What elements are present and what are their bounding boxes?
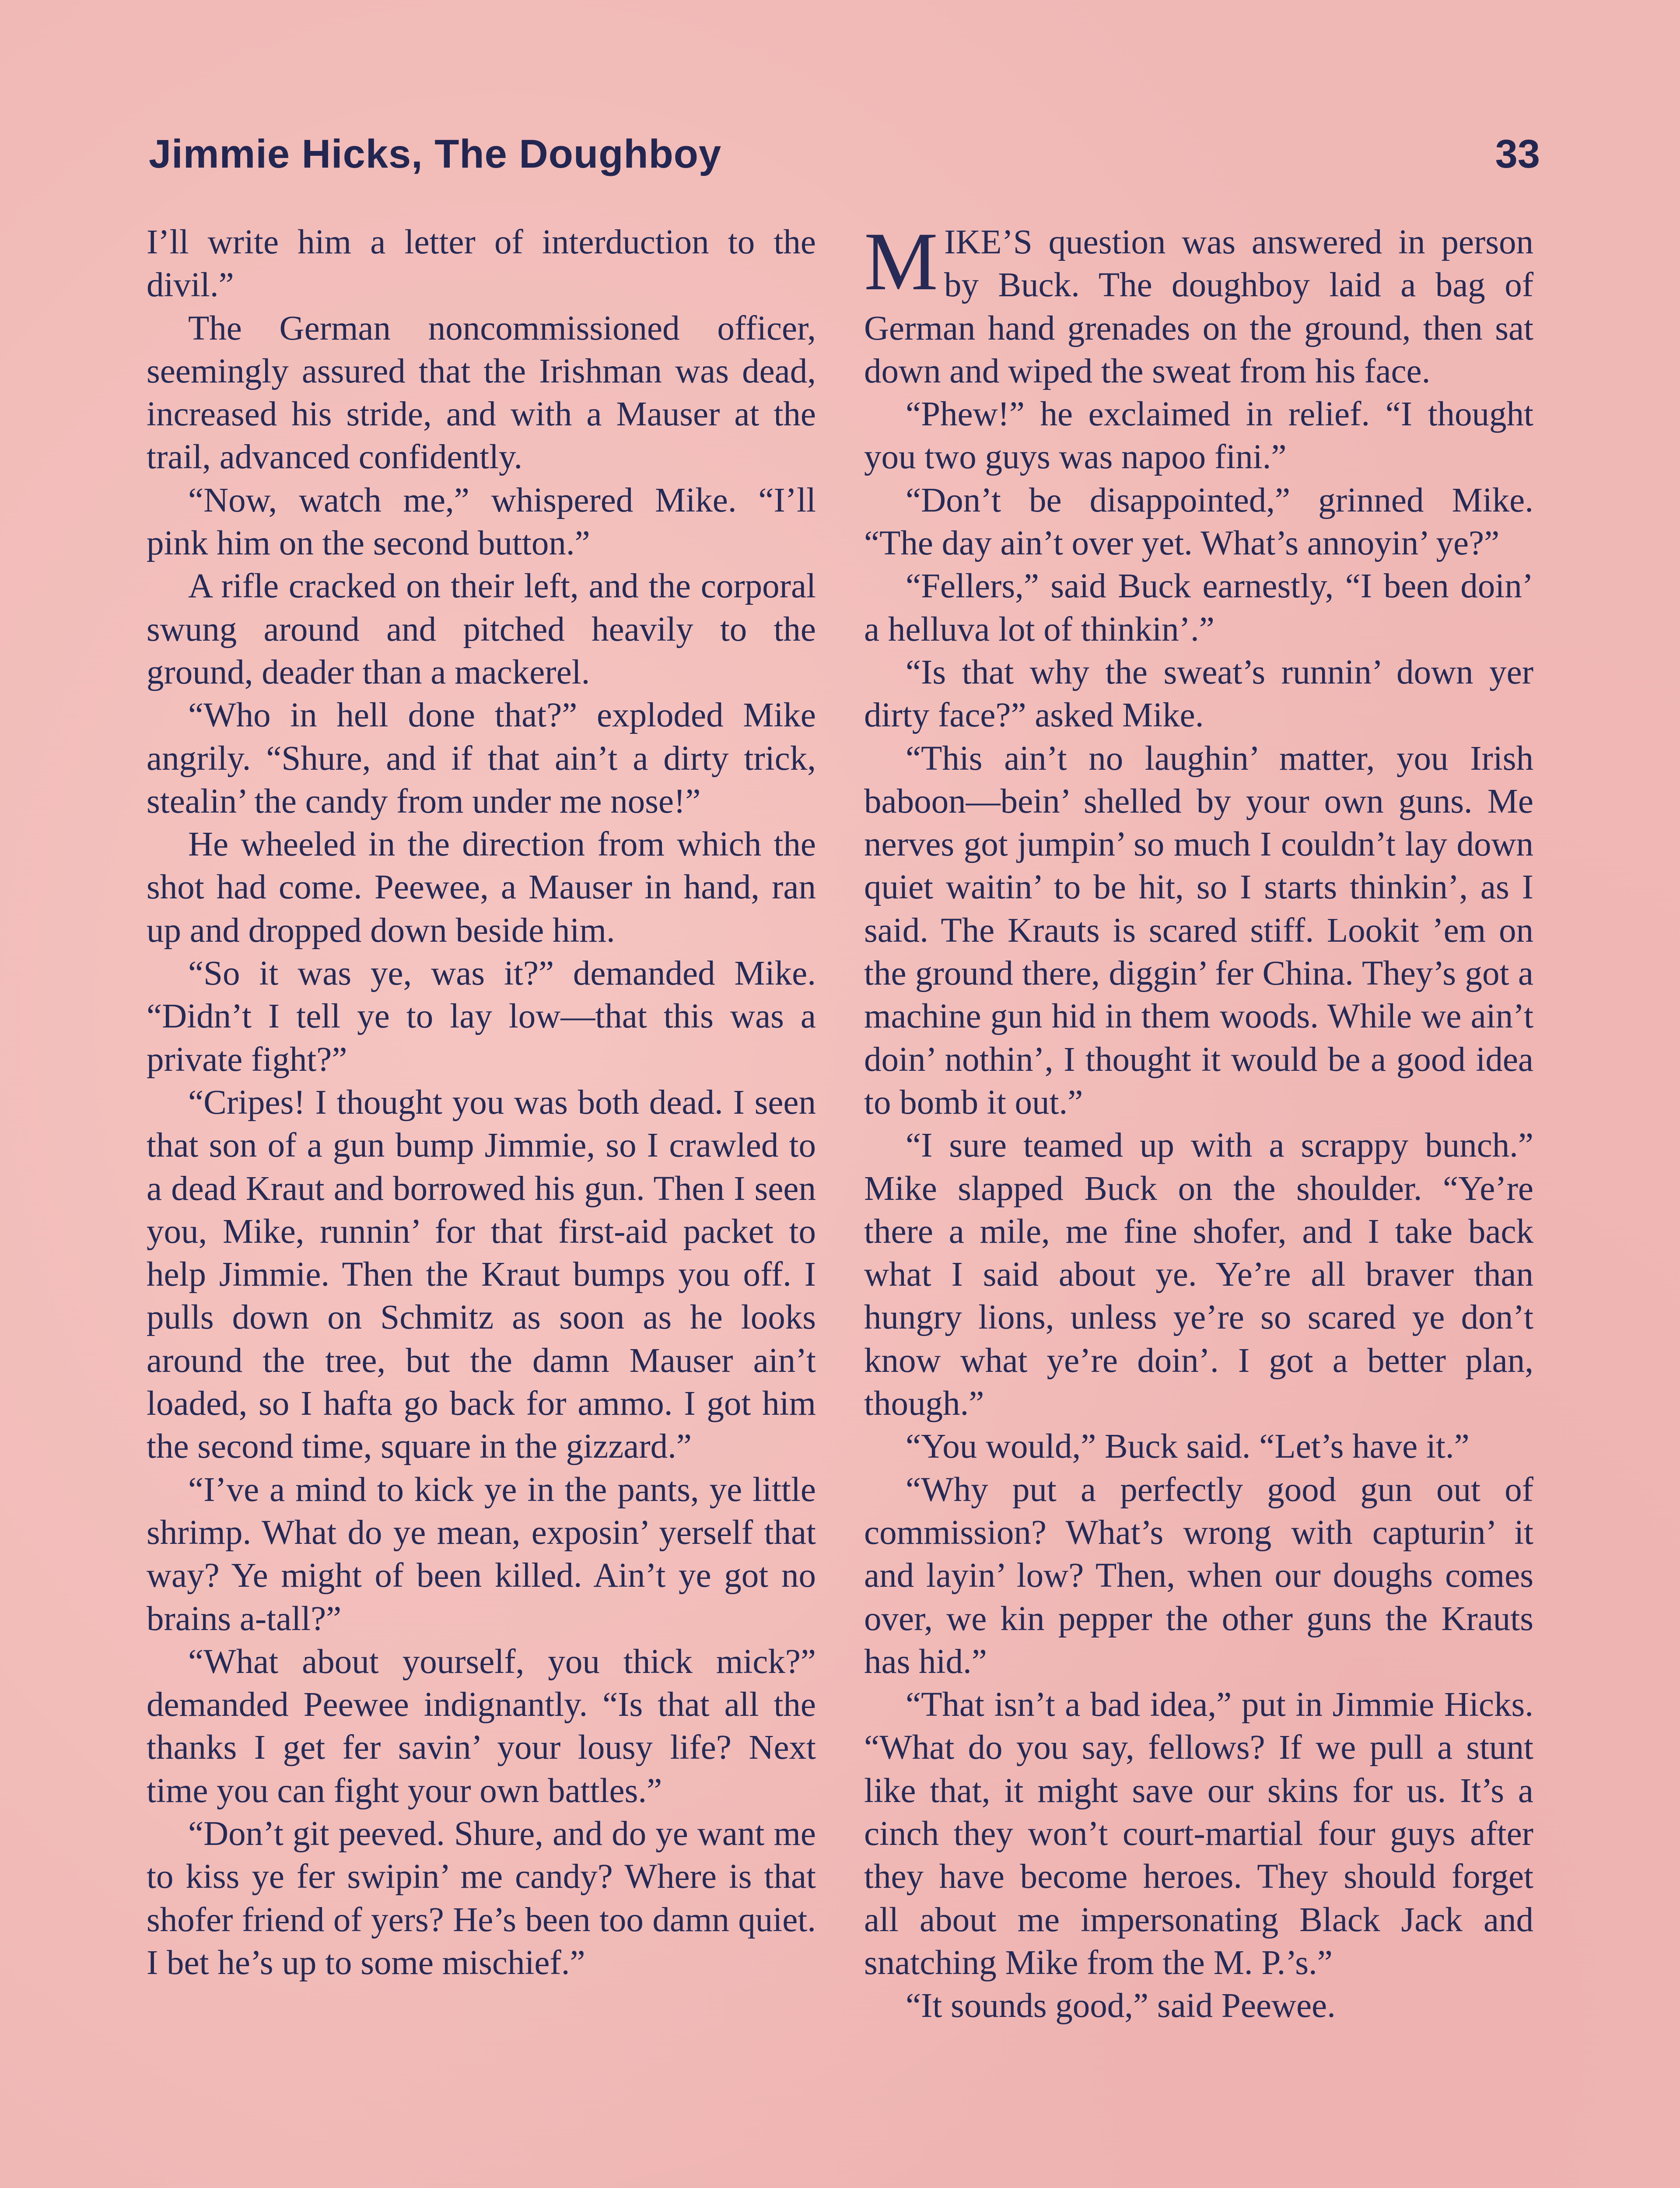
paragraph: A rifle cracked on their left, and the corporal swung around and pitched heavily to the ground, deader than a mackerel. [147, 567, 816, 691]
paragraph: “Who in hell done that?” exploded Mike angrily. “Shure, and if that ain’t a dirty trick, stealin’ the candy from under me nose!” [147, 696, 816, 820]
opening-paragraph-text: IKE’S question was answered in person by Buck. The doughboy laid a bag of German hand grenades on the ground, then sat down and wiped the sweat from his face. [864, 223, 1533, 390]
paragraph: “I’ve a mind to kick ye in the pants, ye little shrimp. What do ye mean, exposin’ yerself that way? Ye might of been killed. Ain’t ye got no brains a-tall?” [147, 1470, 816, 1638]
paragraph: The German noncommissioned officer, seemingly assured that the Irishman was dead, increased his stride, and with a Mauser at the trail, advanced confidently. [147, 309, 816, 477]
paragraph: “Why put a perfectly good gun out of commission? What’s wrong with capturin’ it and layin’ low? Then, when our doughs comes over, we kin pepper the other guns the Krauts has hid.” [864, 1470, 1533, 1681]
right-text-column [864, 216, 1533, 2027]
paragraph: He wheeled in the direction from which the shot had come. Peewee, a Mauser in hand, ran up and dropped down beside him. [147, 825, 816, 950]
paragraph: “So it was ye, was it?” demanded Mike. “Didn’t I tell ye to lay low—that this was a private fight?” [147, 954, 816, 1079]
running-head: Jimmie Hicks, The Doughboy [149, 132, 722, 176]
paragraph: “Is that why the sweat’s runnin’ down yer dirty face?” asked Mike. [864, 653, 1533, 735]
paragraph: “I sure teamed up with a scrappy bunch.” Mike slapped Buck on the shoulder. “Ye’re there a mile, me fine shofer, and I take back what I said about ye. Ye’re all braver than hungry lions, unless ye’re so scared ye don’t know what ye’re doin’. I got a better plan, though.” [864, 1126, 1533, 1423]
paragraph: “Now, watch me,” whispered Mike. “I’ll pink him on the second button.” [147, 481, 816, 563]
paragraph: “Fellers,” said Buck earnestly, “I been doin’ a helluva lot of thinkin’.” [864, 567, 1533, 649]
paragraph: “What about yourself, you thick mick?” demanded Peewee indignantly. “Is that all the thanks I get fer savin’ your lousy life? Next time you can fight your own battles.” [147, 1642, 816, 1810]
opening-paragraph [864, 216, 1533, 393]
paragraph: “This ain’t no laughin’ matter, you Irish baboon—bein’ shelled by your own guns. Me nerves got jumpin’ so much I couldn’t lay down quiet waitin’ to be hit, so I starts thinkin’, as I said. The Krauts is scared stiff. Lookit ’em on the ground there, diggin’ fer China. They’s got a machine gun hid in them woods. While we ain’t doin’ nothin’, I thought it would be a good idea to bomb it out.” [864, 739, 1533, 1122]
paragraph: “You would,” Buck said. “Let’s have it.” [906, 1427, 1470, 1466]
paragraph: “Phew!” he exclaimed in relief. “I thought you two guys was napoo fini.” [864, 395, 1533, 477]
left-text-column [147, 221, 816, 1985]
paragraph: “Cripes! I thought you was both dead. I seen that son of a gun bump Jimmie, so I crawled to a dead Kraut and borrowed his gun. Then I seen you, Mike, runnin’ for that first-aid packet to help Jimmie. Then the Kraut bumps you off. I pulls down on Schmitz as soon as he looks around the tree, but the damn Mauser ain’t loaded, so I hafta go back for ammo. I got him the second time, square in the gizzard.” [147, 1083, 816, 1466]
paragraph: I’ll write him a letter of interduction to the divil.” [147, 223, 816, 305]
paragraph: “That isn’t a bad idea,” put in Jimmie Hicks. “What do you say, fellows? If we pull a stunt like that, it might save our skins for us. It’s a cinch they won’t court-martial four guys after they have become heroes. They should forget all about me impersonating Black Jack and snatching Mike from the M. P.’s.” [864, 1686, 1533, 1982]
paragraph: “It sounds good,” said Peewee. [906, 1987, 1336, 2025]
page-number: 33 [1495, 132, 1540, 176]
drop-cap: M [864, 216, 938, 308]
paragraph: “Don’t git peeved. Shure, and do ye want me to kiss ye fer swipin’ me candy? Where is that shofer friend of yers? He’s been too damn quiet. I bet he’s up to some mischief.” [147, 1814, 816, 1982]
paragraph: “Don’t be disappointed,” grinned Mike. “The day ain’t over yet. What’s annoyin’ ye?” [864, 481, 1533, 563]
